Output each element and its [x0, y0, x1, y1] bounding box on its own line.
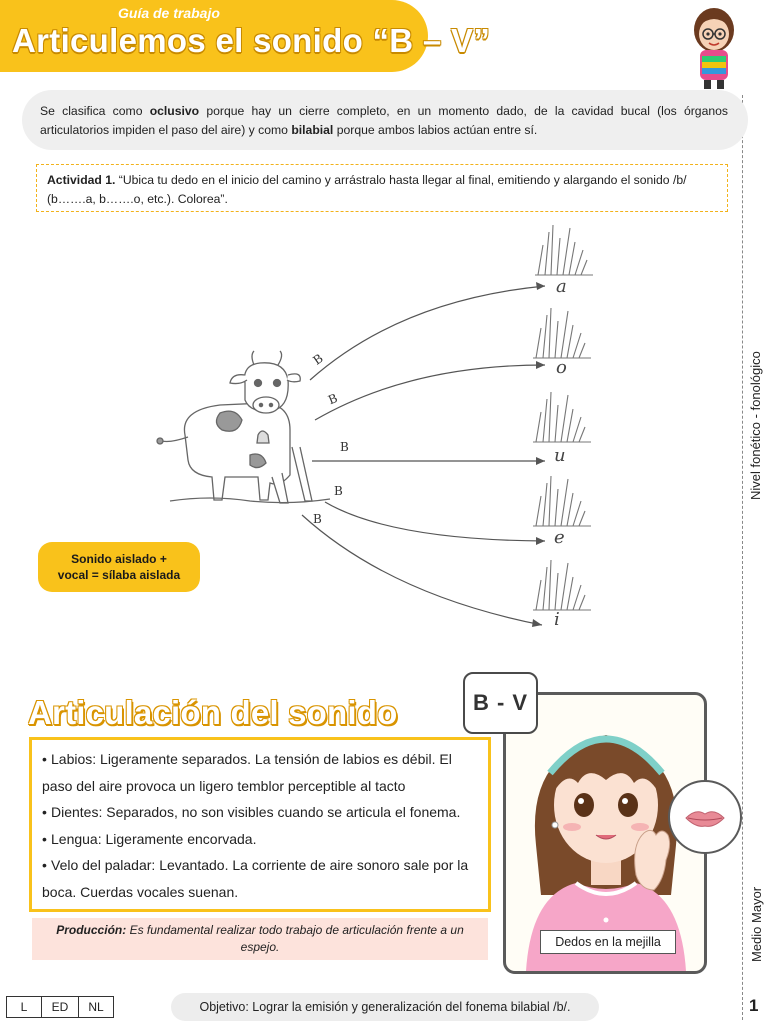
- activity-instructions: Actividad 1. “Ubica tu dedo en el inicio del camino y arrástralo hasta llegar al final, emitiendo y alargando el sonido /b/ (b…….a, b…….o, etc.). Colorea”.: [36, 164, 728, 212]
- grass-icon: [533, 560, 591, 610]
- term-bilabial: bilabial: [291, 123, 334, 137]
- list-item-continuation: boca. Cuerdas vocales suenan.: [42, 883, 239, 900]
- grass-icon: [533, 308, 591, 358]
- path-label-b-2: B: [326, 390, 340, 408]
- code-l: L: [6, 996, 42, 1018]
- syllable-note-line1: Sonido aislado +: [71, 552, 167, 566]
- code-ed: ED: [41, 996, 79, 1018]
- path-to-e: [325, 502, 545, 541]
- list-item: • Dientes: Separados, no son visibles cuando se articula el fonema.: [42, 804, 461, 820]
- list-item: • Velo del paladar: Levantado. La corriente de aire sonoro sale por la: [42, 857, 469, 873]
- side-divider: [742, 95, 743, 1020]
- guide-paths: [302, 286, 545, 625]
- lips-icon: [670, 782, 740, 852]
- articulation-list: [29, 737, 491, 912]
- intro-paragraph: Se clasifica como oclusivo porque hay un cierre completo, en un momento dado, de la cavidad bucal (los órganos articulatorios impiden el paso del aire) y como bilabial porque ambos labios actúan entre sí.: [22, 90, 748, 150]
- grass-icon: [535, 225, 593, 275]
- vowel-a: a: [556, 276, 567, 297]
- syllable-note: [38, 542, 200, 592]
- articulation-title: Articulación del sonido: [28, 694, 398, 731]
- side-label-grade: Medio Mayor: [749, 886, 764, 962]
- illustration-caption: Dedos en la mejilla: [540, 930, 676, 954]
- list-item: • Lengua: Ligeramente encorvada.: [42, 830, 257, 847]
- term-oclusivo: oclusivo: [149, 104, 200, 118]
- grass-icon: [533, 476, 591, 526]
- path-arrowheads: [532, 282, 545, 627]
- grass-icon: [533, 392, 591, 442]
- path-to-o: [315, 365, 545, 420]
- footer-codes: [6, 996, 114, 1018]
- sound-tag: B - V: [463, 672, 538, 734]
- list-item: • Labios: Ligeramente separados. La tensión de labios es débil. El: [42, 751, 452, 767]
- list-item-continuation: paso del aire provoca un ligero temblor perceptible al tacto: [42, 777, 406, 794]
- activity-label: Actividad 1.: [47, 173, 116, 187]
- path-label-b-4: B: [334, 484, 343, 498]
- path-label-b-1: B: [310, 351, 326, 368]
- lips-bubble: [668, 780, 742, 854]
- teacher-mascot-icon: [686, 4, 742, 90]
- side-label-level: Nivel fonético - fonológico: [748, 351, 763, 500]
- path-to-i: [302, 515, 542, 625]
- cow-paths-drawing: [150, 215, 610, 645]
- cow-icon: [157, 351, 330, 503]
- code-nl: NL: [78, 996, 114, 1018]
- header-subtitle: Guía de trabajo: [118, 5, 220, 21]
- syllable-note-line2: vocal = sílaba aislada: [57, 568, 181, 582]
- vowel-u: u: [554, 445, 566, 466]
- vowel-e: e: [554, 527, 565, 548]
- path-label-b-5: B: [313, 512, 322, 526]
- page-number: 1: [749, 996, 759, 1015]
- production-label: Producción:: [56, 923, 127, 937]
- objective-banner: Objetivo: Lograr la emisión y generalización del fonema bilabial /b/.: [171, 993, 599, 1021]
- vowel-o: o: [556, 357, 567, 378]
- vowel-i: i: [554, 609, 560, 630]
- page-title: Articulemos el sonido “B – V”: [12, 22, 491, 59]
- path-label-b-3: B: [340, 440, 349, 454]
- production-note: Producción: Es fundamental realizar todo trabajo de articulación frente a un espejo.: [32, 918, 488, 960]
